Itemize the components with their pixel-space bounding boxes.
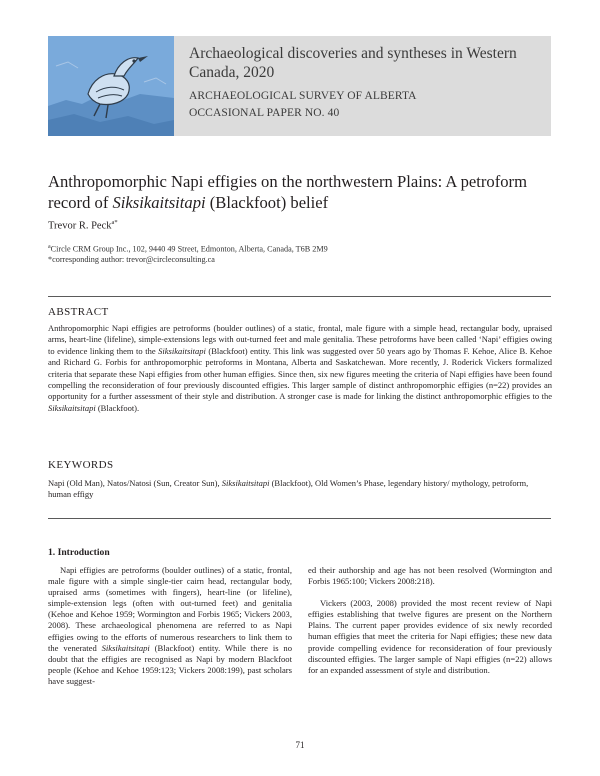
author-name: Trevor R. Peck	[48, 220, 112, 232]
survey-name: ARCHAEOLOGICAL SURVEY OF ALBERTA	[189, 90, 417, 102]
intro-paragraph-2: Vickers (2003, 2008) provided the most recent review of Napi effigies establishing that twelve figures are present on the Northern Plains. The current paper provides evidence of six newly recorded human effigies that meet the criteria for Napi effigies; these new data provide compelling evidence for reconsideration of four previously discounted effigies. The larger sample of Napi effigies (n=22) allows for an expanded assessment of style and distribution.	[308, 598, 552, 675]
title-italic: Siksikaitsitapi	[112, 192, 206, 212]
intro-paragraph-1-continued: ed their authorship and age has not been resolved (Wormington and Forbis 1965:100; Vickers 2008:218).	[308, 565, 552, 587]
abstract-italic-2: Siksikaitsitapi	[48, 402, 96, 413]
abstract-text-3: (Blackfoot).	[95, 402, 140, 413]
title-part-2: (Blackfoot) belief	[205, 192, 329, 212]
intro-left-text-1: Napi effigies are petroforms (boulder outlines) of a static, frontal, male figure with a simple single-tier cairn head, rectangular body, upraised arms (sometimes with fingers), heart-line (or lifeline), simple-extension legs (often with out-turned feet) and genitalia (Kehoe and Kehoe 1959; Wormington and Forbis 1965; Vickers 2003, 2008). These archaeological phenomena are referred to as Napi effigies owing to the efforts of numerous researchers to link them to the venerated	[48, 565, 292, 653]
paper-number: OCCASIONAL PAPER NO. 40	[189, 107, 340, 119]
title-part-1: Anthropomorphic Napi effigies on the northwestern Plains: A petroform record of	[48, 172, 527, 212]
keywords-text-1: Napi (Old Man), Natos/Natosi (Sun, Creator Sun),	[48, 478, 222, 488]
article-title	[48, 172, 558, 213]
abstract-italic-1: Siksikaitsitapi	[158, 345, 206, 356]
introduction-heading: 1. Introduction	[48, 547, 110, 558]
page-number: 71	[295, 740, 305, 750]
abstract-heading: ABSTRACT	[48, 306, 109, 318]
abstract-text-1: Anthropomorphic Napi effigies are petroforms (boulder outlines) of a static, frontal, male figure with a simple head, rectangular body, upraised arms, heart-line (lifeline), simple-extensions legs with out-turned feet and male genitalia. These petroforms have been called ‘Napi’ effigies owing to evidence linking them to the	[48, 323, 552, 356]
abstract-text-2: (Blackfoot) entity. This link was suggested over 50 years ago by Thomas F. Kehoe, Alice B. Kehoe and Richard G. Forbis for anthropomorphic petroforms in Montana, Alberta and Saskatchewan. More recently, J. Roderick Vickers formalized criteria that separate these Napi effigies from other human effigies. Since then, six new figures meeting the criteria of Napi effigies have been found compelling the reconsideration of four previously discounted effigies. This larger sample of distinct anthropomorphic effigies (n=22) provides an opportunity for a further assessment of their style and distribution. A stronger case is made for linking the distinct anthropomorphic effigies to the	[48, 345, 552, 402]
intro-paragraph-1	[48, 565, 292, 687]
introduction-right-column	[308, 565, 552, 676]
affiliation	[48, 242, 328, 255]
keywords-italic: Siksikaitsitapi	[221, 478, 270, 488]
corresponding-author: *corresponding author: trevor@circleconsulting.ca	[48, 255, 215, 265]
divider-bottom	[48, 518, 551, 519]
keywords-text-2: (Blackfoot), Old Women’s Phase, legendary history/ mythology, petroform, human effigy	[48, 478, 529, 500]
affiliation-block	[48, 242, 328, 266]
journal-logo-image	[48, 36, 174, 136]
intro-left-text-2: (Blackfoot) entity. While there is no doubt that the effigies are recognised as Napi by modern Blackfoot people (Kehoe and Kehoe 1959:123; Vickers 2008:199), past scholars have suggest-	[48, 642, 292, 686]
keywords-heading: KEYWORDS	[48, 459, 114, 471]
author-superscript: a*	[111, 219, 118, 226]
intro-left-italic: Siksikaitsitapi	[101, 642, 150, 653]
series-title: Archaeological discoveries and syntheses in Western Canada, 2020	[189, 45, 517, 81]
author-line	[48, 219, 118, 232]
divider-top	[48, 296, 551, 297]
banner-text	[189, 44, 544, 122]
keywords-text	[48, 478, 552, 501]
abstract-text	[48, 323, 552, 414]
journal-banner	[48, 36, 551, 136]
affiliation-text: Circle CRM Group Inc., 102, 9440 49 Street, Edmonton, Alberta, Canada, T6B 2M9	[50, 244, 328, 254]
affiliation-superscript: a	[48, 244, 51, 250]
bird-petroglyph-icon	[48, 36, 174, 136]
introduction-left-column	[48, 565, 292, 687]
